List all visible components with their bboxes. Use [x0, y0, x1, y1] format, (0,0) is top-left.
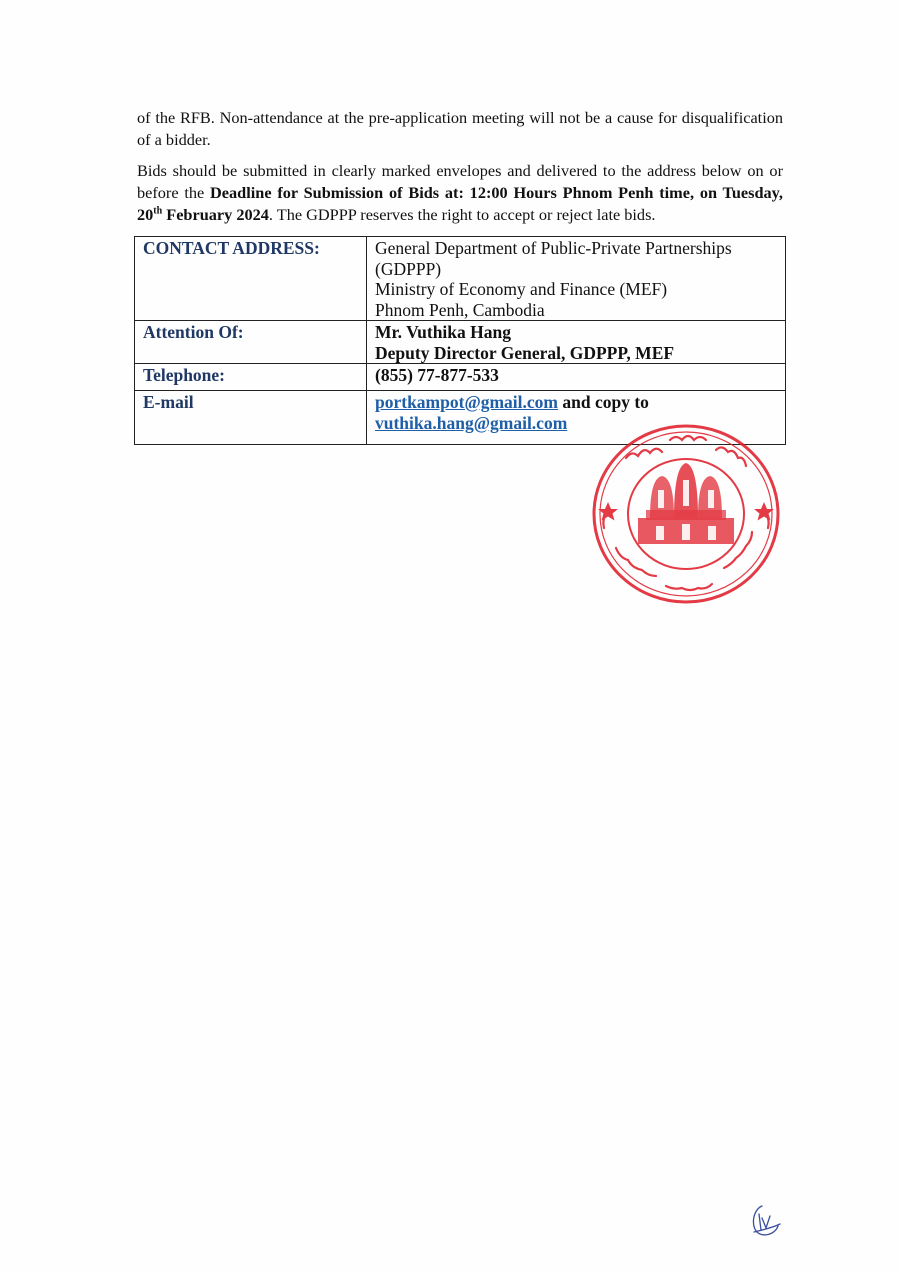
attention-title: Deputy Director General, GDPPP, MEF: [375, 342, 675, 363]
submission-deadline-ordinal: th: [153, 205, 163, 217]
contact-address-row: [135, 237, 786, 321]
submission-text-outro: . The GDPPP reserves the right to accept or reject late bids.: [268, 205, 656, 224]
contact-address-label: CONTACT ADDRESS:: [135, 237, 367, 321]
attention-label: Attention Of:: [135, 321, 367, 364]
submission-deadline-text: Deadline for Submission of Bids at: 12:00 Hours Phnom Penh time, on Tuesday, 20: [137, 183, 783, 224]
address-line-ministry: Ministry of Economy and Finance (MEF): [375, 279, 668, 299]
paragraph-submission: [137, 160, 783, 226]
email-label: E-mail: [135, 391, 367, 445]
paragraph-pre-application: [137, 107, 783, 151]
paragraph-pre-application-text: of the RFB. Non-attendance at the pre-application meeting will not be a cause for disqualification of a bidder.: [137, 108, 783, 149]
official-seal-icon: [586, 418, 786, 608]
telephone-value: (855) 77-877-533: [367, 364, 786, 391]
contact-table: [134, 236, 786, 445]
attention-row: [135, 321, 786, 364]
attention-name: Mr. Vuthika Hang: [375, 322, 512, 342]
address-line-department: General Department of Public-Private Partnerships (GDPPP): [375, 238, 732, 279]
email-connector-text: and copy to: [558, 392, 649, 412]
telephone-row: [135, 364, 786, 391]
address-line-city: Phnom Penh, Cambodia: [375, 299, 545, 320]
submission-deadline-month: February 2024: [162, 205, 269, 224]
telephone-label: Telephone:: [135, 364, 367, 391]
attention-value: [367, 321, 786, 364]
contact-address-value: [367, 237, 786, 321]
email-primary-link[interactable]: portkampot@gmail.com: [375, 392, 558, 412]
handwritten-initial-icon: [748, 1200, 782, 1240]
email-secondary-link[interactable]: vuthika.hang@gmail.com: [375, 412, 568, 433]
submission-text-intro: Bids should be submitted in clearly marked envelopes and delivered to the address below on or before the: [137, 161, 783, 202]
